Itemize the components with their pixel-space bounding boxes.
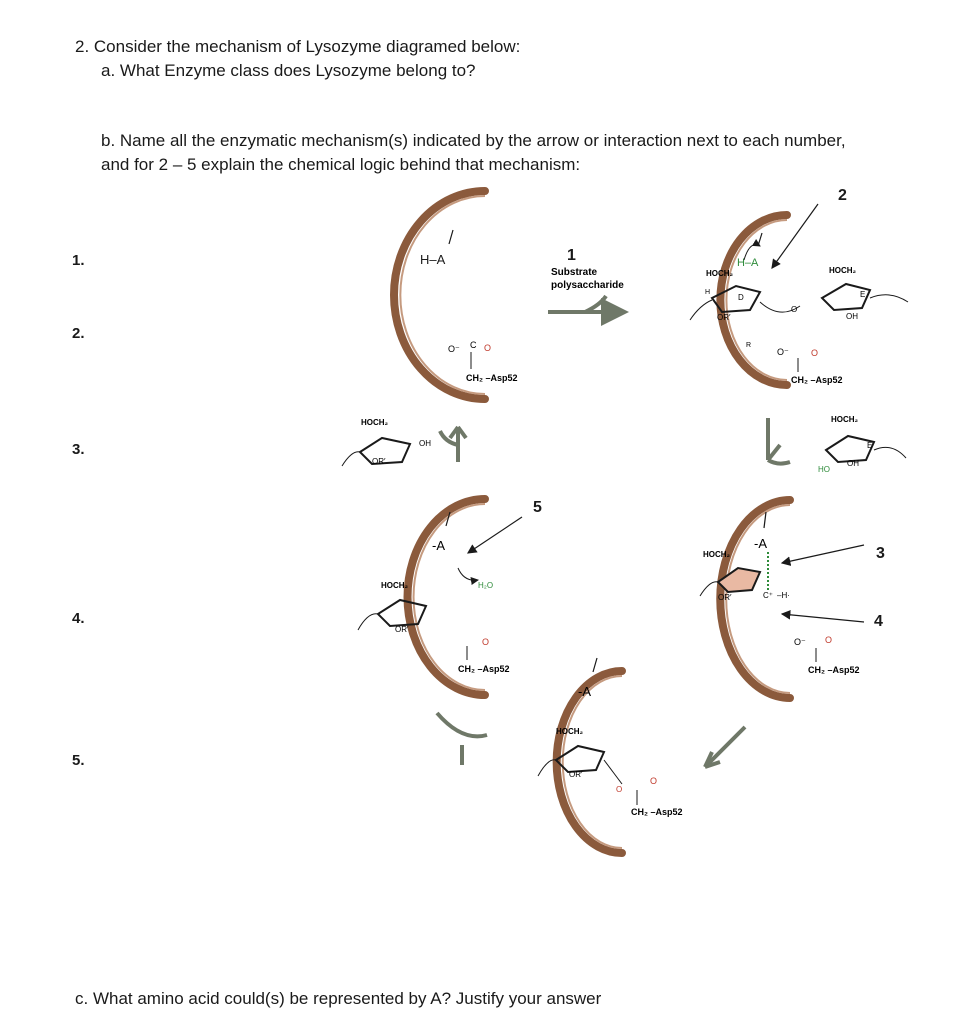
svg-text:C⁺: C⁺ bbox=[763, 591, 773, 600]
svg-text:-A: -A bbox=[432, 538, 445, 553]
svg-text:OR′: OR′ bbox=[717, 313, 731, 322]
answer-number-3: 3. bbox=[72, 441, 85, 458]
svg-text:H–A: H–A bbox=[420, 252, 446, 267]
svg-text:CH₂ –Asp52: CH₂ –Asp52 bbox=[791, 375, 843, 385]
question-title: 2. Consider the mechanism of Lysozyme diagramed below: bbox=[75, 37, 521, 56]
svg-text:HO: HO bbox=[818, 465, 830, 474]
answer-number-1: 1. bbox=[72, 252, 85, 269]
answer-number-5: 5. bbox=[72, 752, 85, 769]
svg-text:HOCH₂: HOCH₂ bbox=[831, 415, 859, 424]
substrate-label-2: polysaccharide bbox=[551, 280, 624, 291]
enzyme-arc-top-right bbox=[720, 215, 787, 385]
svg-text:O⁻: O⁻ bbox=[448, 344, 460, 354]
question-part-c: c. What amino acid could(s) be represented by A? Justify your answer bbox=[75, 989, 602, 1008]
callout-4: 4 bbox=[874, 613, 883, 630]
svg-text:O: O bbox=[482, 637, 490, 647]
svg-text:HOCH₂: HOCH₂ bbox=[829, 266, 857, 275]
svg-text:E: E bbox=[867, 441, 873, 450]
svg-text:O: O bbox=[484, 343, 492, 353]
svg-text:OR′: OR′ bbox=[718, 593, 732, 602]
callout-5: 5 bbox=[533, 499, 542, 516]
svg-text:CH₂ –Asp52: CH₂ –Asp52 bbox=[808, 665, 860, 675]
svg-text:HOCH₂: HOCH₂ bbox=[706, 269, 734, 278]
svg-text:O: O bbox=[825, 635, 833, 645]
svg-text:D: D bbox=[738, 293, 744, 302]
svg-text:OH: OH bbox=[847, 459, 859, 468]
question-part-b-line2: and for 2 – 5 explain the chemical logic behind that mechanism: bbox=[101, 155, 581, 174]
svg-text:O: O bbox=[811, 348, 819, 358]
svg-text:CH₂ –Asp52: CH₂ –Asp52 bbox=[466, 373, 518, 383]
svg-text:O⁻: O⁻ bbox=[777, 347, 789, 357]
svg-text:CH₂ –Asp52: CH₂ –Asp52 bbox=[631, 807, 683, 817]
svg-text:H₂O: H₂O bbox=[478, 581, 494, 590]
svg-text:OR′: OR′ bbox=[569, 770, 583, 779]
top-left-active-site bbox=[420, 230, 518, 383]
released-sugar-left bbox=[342, 418, 431, 466]
substrate-label-1: Substrate bbox=[551, 267, 598, 278]
svg-text:O: O bbox=[791, 305, 798, 314]
svg-text:OH: OH bbox=[419, 439, 431, 448]
svg-text:HOCH₂: HOCH₂ bbox=[556, 727, 584, 736]
question-part-b-line1: b. Name all the enzymatic mechanism(s) indicated by the arrow or interaction next to each number, bbox=[101, 131, 846, 150]
svg-text:HOCH₂: HOCH₂ bbox=[703, 550, 731, 559]
callout-1: 1 bbox=[567, 247, 576, 264]
released-sugar-right bbox=[818, 415, 906, 474]
svg-text:CH₂ –Asp52: CH₂ –Asp52 bbox=[458, 664, 510, 674]
mid-right-active-site bbox=[700, 512, 864, 675]
svg-text:HOCH₂: HOCH₂ bbox=[381, 581, 409, 590]
answer-number-2: 2. bbox=[72, 325, 85, 342]
svg-text:OH: OH bbox=[846, 312, 858, 321]
mid-left-active-site bbox=[358, 512, 522, 674]
svg-text:O⁻: O⁻ bbox=[794, 637, 806, 647]
svg-text:E: E bbox=[860, 290, 866, 299]
answer-number-4: 4. bbox=[72, 610, 85, 627]
callout-2: 2 bbox=[838, 187, 847, 204]
svg-text:H–A: H–A bbox=[737, 257, 759, 269]
svg-text:O: O bbox=[616, 785, 623, 794]
svg-text:-A: -A bbox=[754, 536, 767, 551]
svg-text:R: R bbox=[746, 342, 752, 349]
svg-text:-A: -A bbox=[578, 684, 591, 699]
svg-text:–H·: –H· bbox=[777, 591, 790, 600]
svg-text:OR′: OR′ bbox=[372, 457, 386, 466]
svg-text:OR′: OR′ bbox=[395, 625, 409, 634]
svg-text:C: C bbox=[470, 340, 477, 350]
svg-text:O: O bbox=[650, 776, 658, 786]
svg-text:H: H bbox=[705, 289, 711, 296]
question-part-a: a. What Enzyme class does Lysozyme belong to? bbox=[101, 61, 476, 80]
callout-3: 3 bbox=[876, 545, 885, 562]
svg-text:HOCH₂: HOCH₂ bbox=[361, 418, 389, 427]
